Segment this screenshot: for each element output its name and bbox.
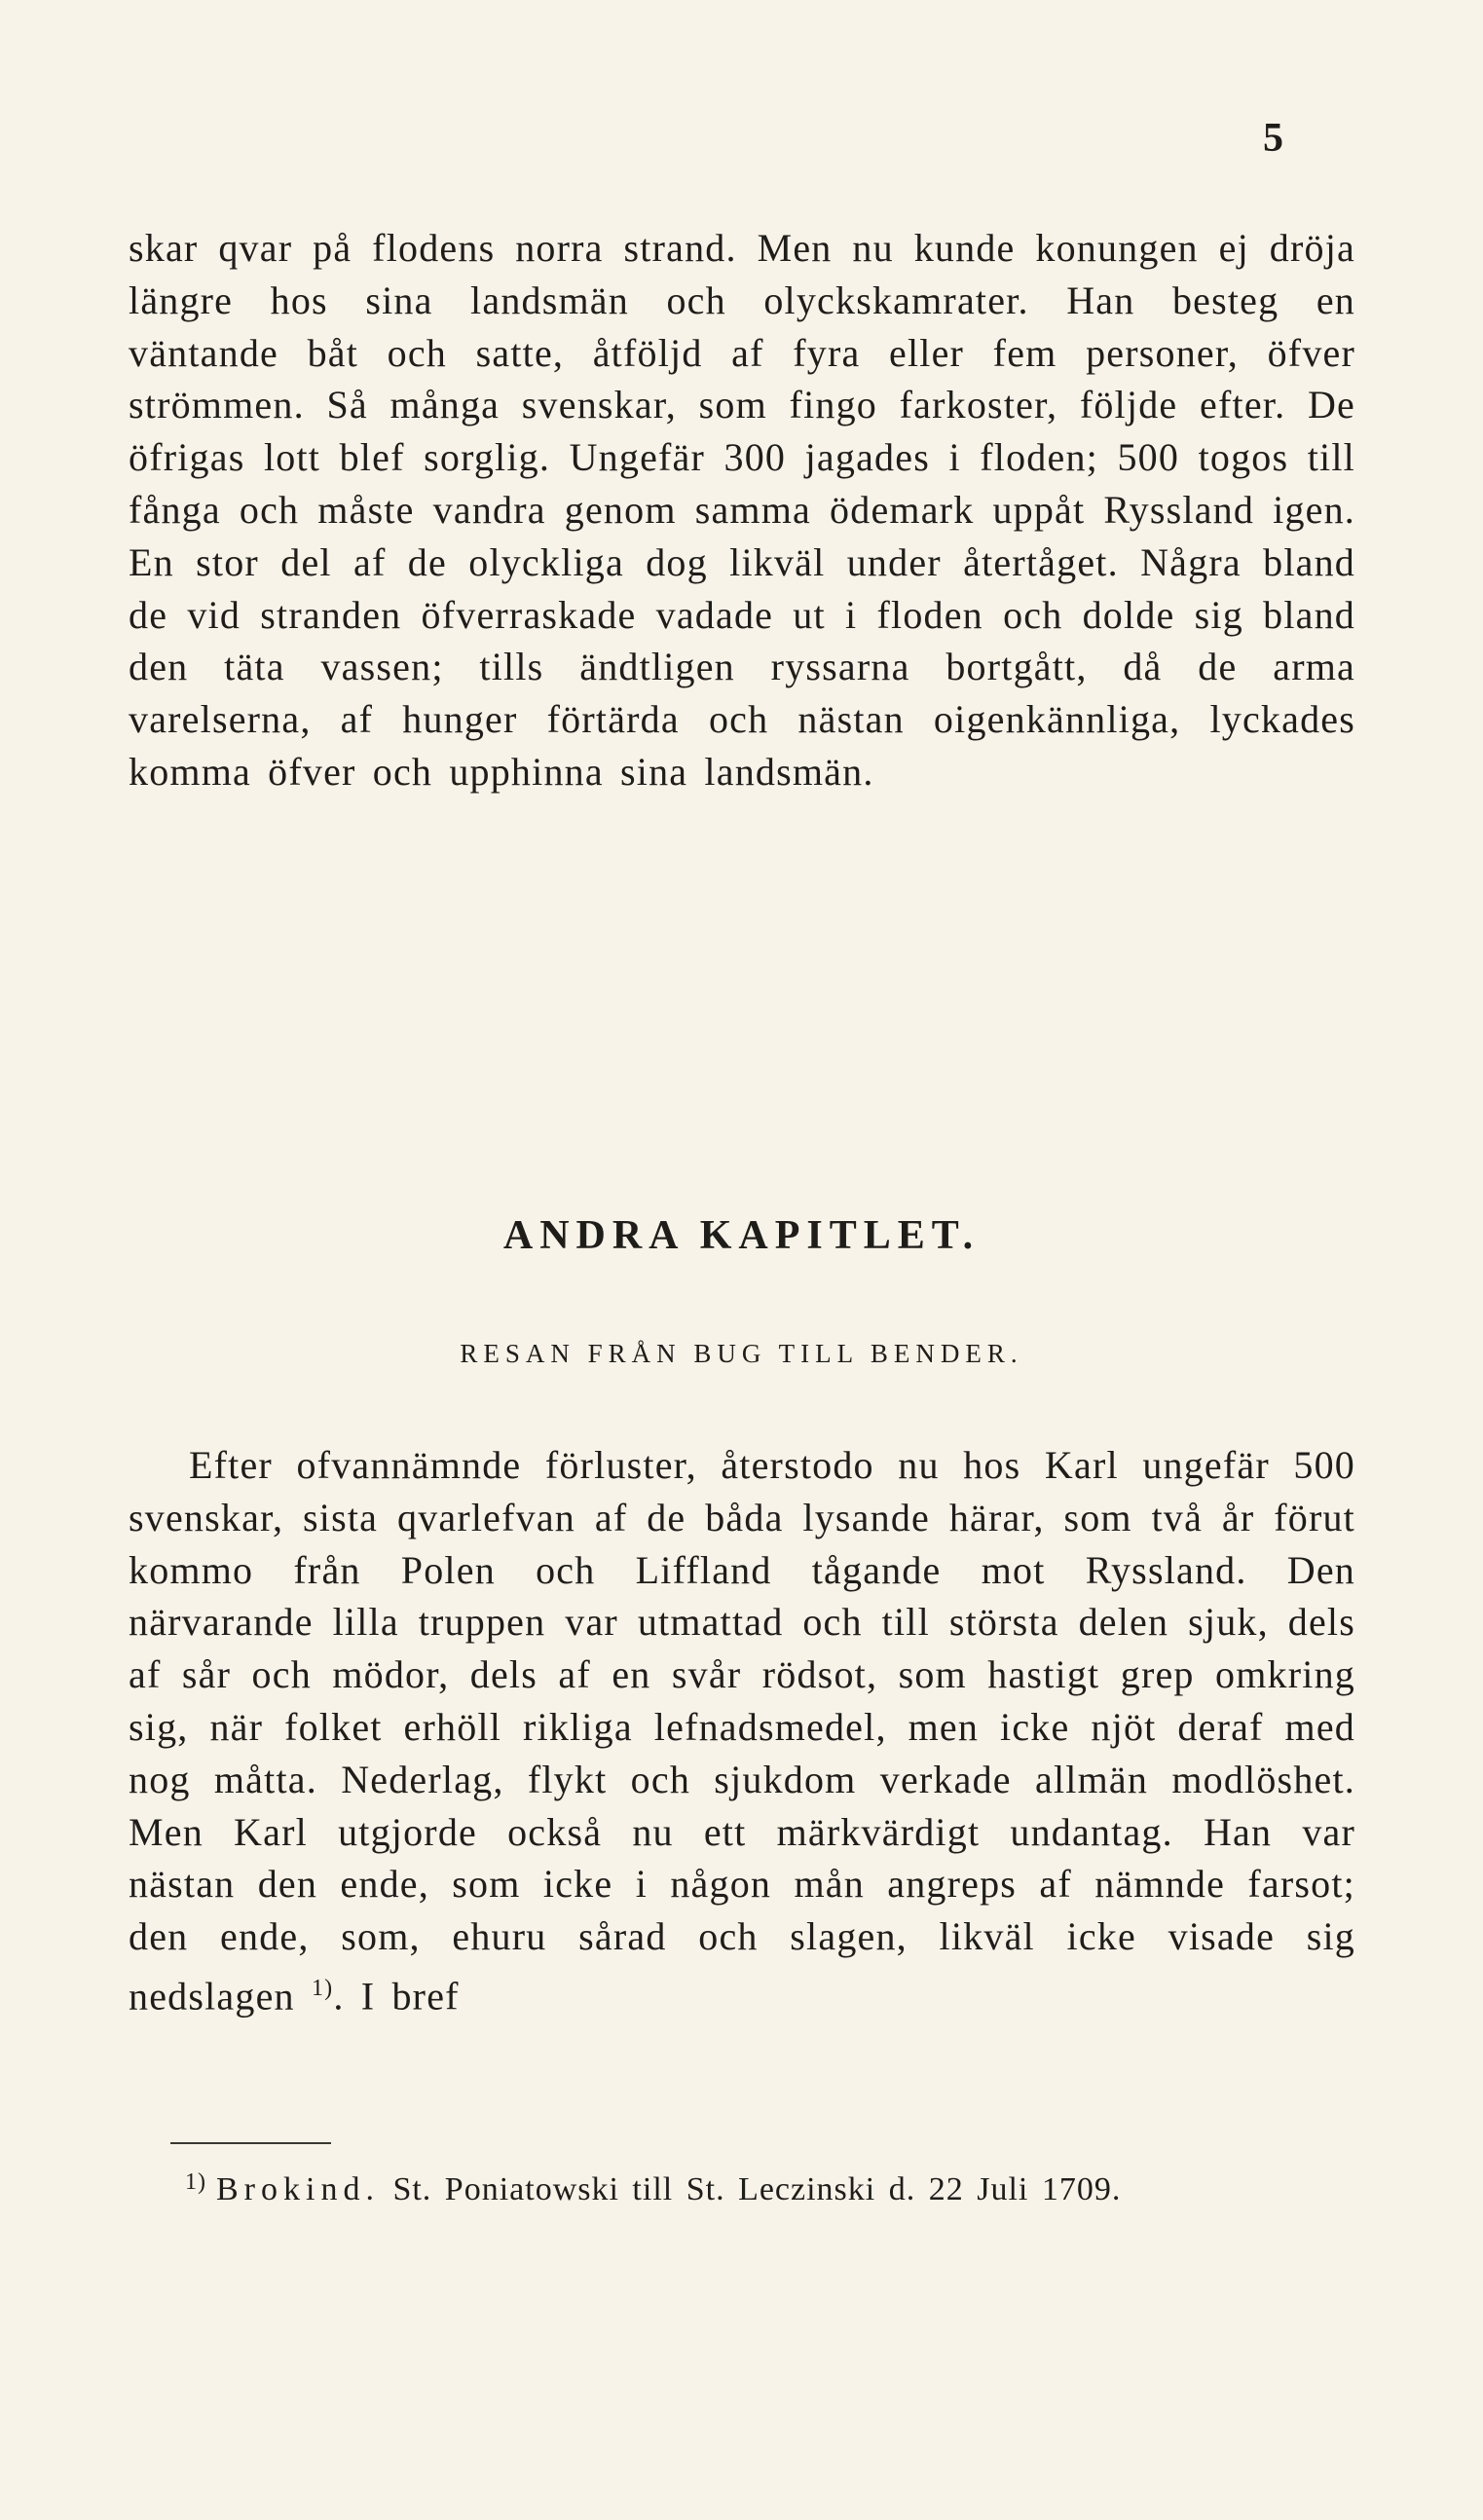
footnote-text: St. Poniatowski till St. Leczinski d. 22 Juli 1709. bbox=[392, 2171, 1122, 2207]
chapter-heading: ANDRA KAPITLET. bbox=[502, 1213, 981, 1258]
footnote-divider bbox=[170, 2142, 331, 2144]
footnote bbox=[185, 2167, 1353, 2213]
body-paragraph bbox=[129, 1439, 1355, 2022]
footnote-reference[interactable]: 1) bbox=[311, 1975, 334, 2001]
paragraph-text-end: . I bref bbox=[333, 1974, 460, 2019]
footnote-marker: 1) bbox=[185, 2169, 206, 2195]
chapter-subtitle: RESAN FRÅN BUG TILL BENDER. bbox=[460, 1339, 1023, 1368]
body-paragraph: skar qvar på flodens norra strand. Men nu kunde konungen ej dröja längre hos sina landsmän och olyckskamrater. Han besteg en väntande båt och satte, åtföljd af fyra eller fem personer, öfver strömmen. Så många svenskar, som fingo farkoster, följde efter. De öfrigas lott blef sorglig. Ungefär 300 jagades i floden; 500 togos till fånga och måste vandra genom samma ödemark uppåt Ryssland igen. En stor del af de olyckliga dog likväl under återtåget. Några bland de vid stranden öfverraskade vadade ut i floden och dolde sig bland den täta vassen; tills ändtligen ryssarna bortgått, då de arma varelserna, af hunger förtärda och nästan oigenkännliga, lyckades komma öfver och upphinna sina landsmän. bbox=[129, 226, 1355, 794]
page-number: 5 bbox=[1263, 116, 1283, 161]
footnote-source: Brokind. bbox=[216, 2171, 380, 2207]
paragraph-text: Efter ofvannämnde förluster, återstodo nu hos Karl ungefär 500 svenskar, sista qvarlefvan af de båda lysande härar, som två år förut kommo från Polen och Liffland tågande mot Ryssland. Den närvarande lilla truppen var utmattad och till största delen sjuk, dels af sår och mödor, dels af en svår rödsot, som hastigt grep omkring sig, när folket erhöll rikliga lefnadsmedel, men icke njöt deraf med nog måtta. Nederlag, flykt och sjukdom verkade allmän modlöshet. Men Karl utgjorde också nu ett märkvärdigt undantag. Han var nästan den ende, som icke i någon mån angreps af nämnde farsot; den ende, som, ehuru sårad och slagen, likväl icke visade sig nedslagen bbox=[129, 1443, 1355, 2019]
